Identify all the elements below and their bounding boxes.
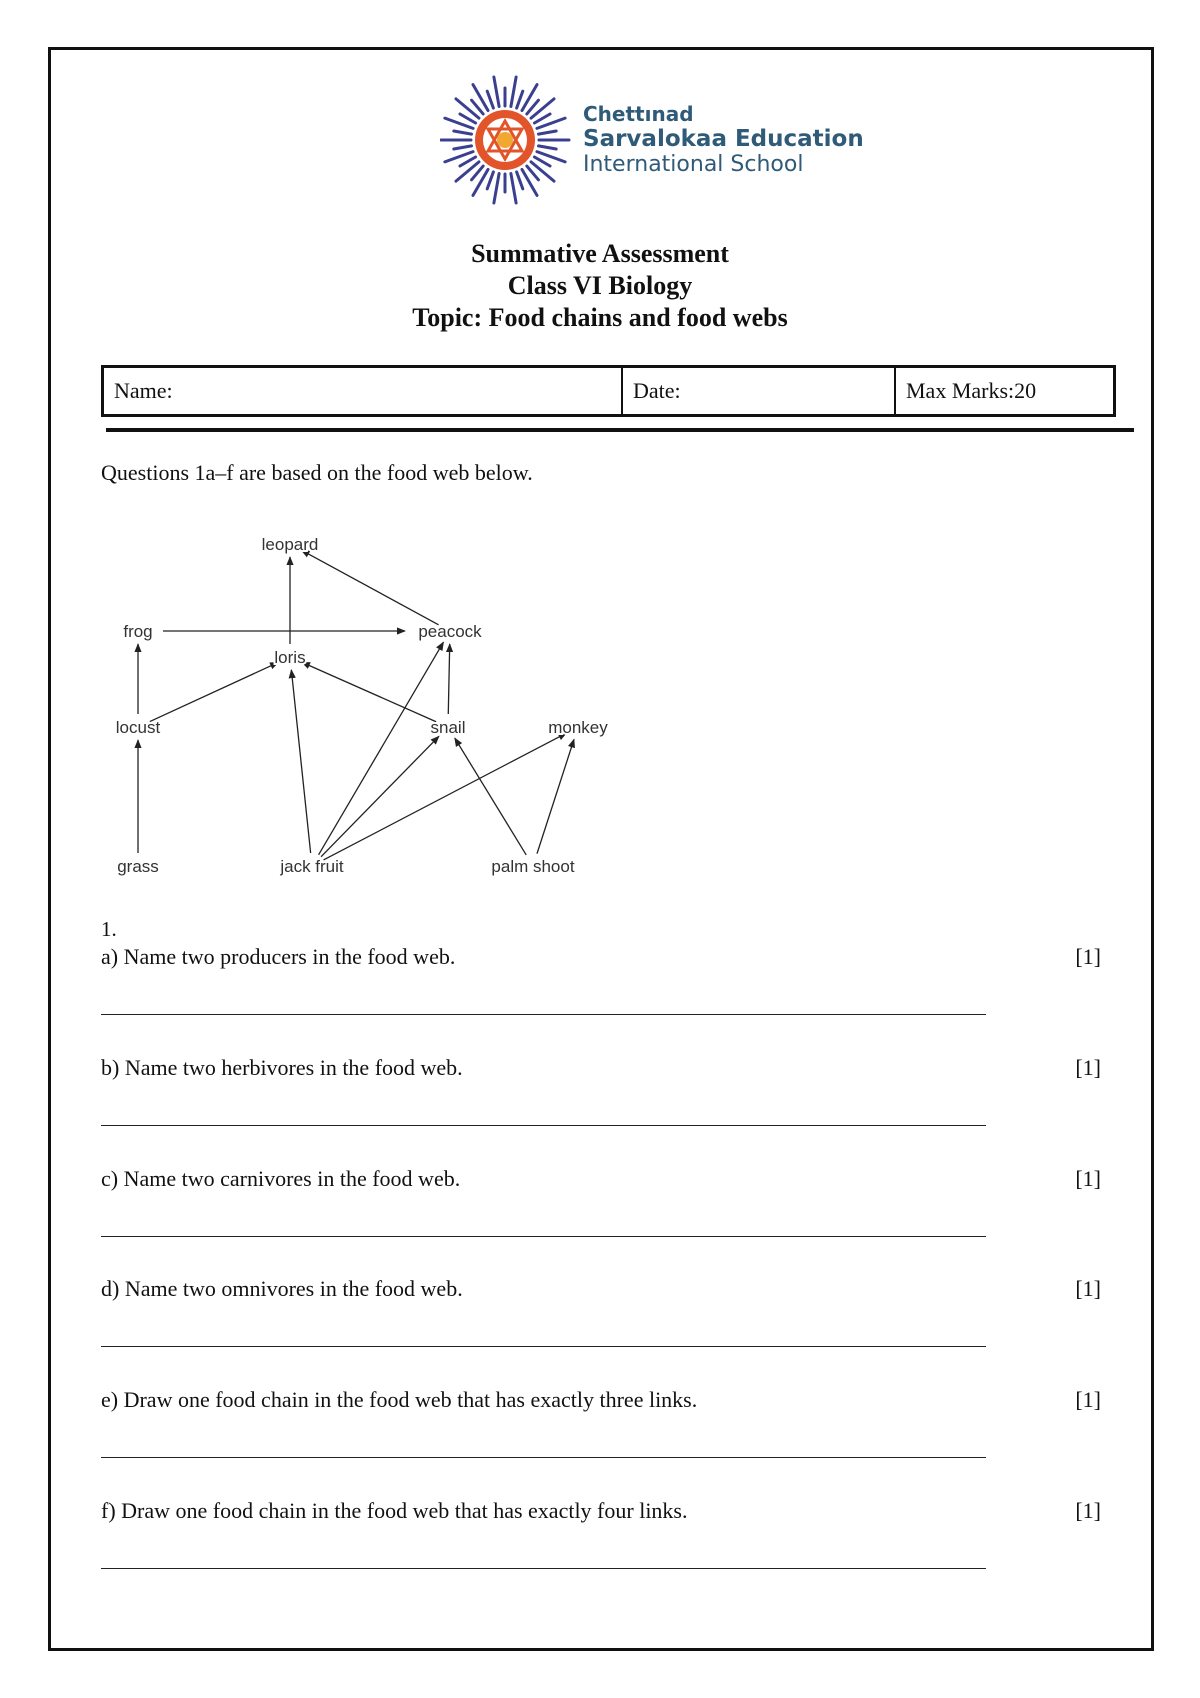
name-field[interactable]: Name:: [114, 378, 173, 403]
question-c: [101, 1166, 1101, 1192]
question-text: b) Name two herbivores in the food web.: [101, 1055, 463, 1080]
logo-ray: [494, 173, 499, 203]
food-web-node-loris: loris: [274, 648, 306, 667]
food-web-arrow-jackfruit-to-snail: [321, 736, 439, 856]
answer-line-e[interactable]: [101, 1457, 986, 1458]
school-name-line1: Chettınad: [583, 102, 694, 126]
header-divider: [106, 428, 1134, 432]
food-web-arrow-palmshoot-to-monkey: [537, 739, 574, 853]
question-marks: [1]: [1075, 1166, 1101, 1191]
logo-ray: [460, 114, 476, 123]
logo-ray: [511, 173, 516, 203]
food-web-node-peacock: peacock: [418, 622, 482, 641]
question-text: c) Name two carnivores in the food web.: [101, 1166, 461, 1191]
food-web-arrow-snail-to-peacock: [448, 644, 449, 714]
intro-text: Questions 1a–f are based on the food web below.: [101, 460, 533, 485]
logo-ray: [454, 131, 472, 134]
question-number: 1.: [101, 917, 117, 941]
food-web-arrow-peacock-to-leopard: [301, 550, 438, 625]
question-b: [101, 1055, 1101, 1081]
logo-ray: [538, 146, 556, 149]
food-web-diagram: [100, 530, 660, 890]
logo-ray: [517, 91, 523, 108]
question-f: [101, 1498, 1101, 1524]
assessment-title: Summative Assessment: [471, 239, 729, 268]
food-web-node-snail: snail: [430, 718, 466, 737]
question-text: f) Draw one food chain in the food web that has exactly four links.: [101, 1498, 688, 1523]
school-name-line3: International School: [583, 152, 804, 178]
answer-line-a[interactable]: [101, 1014, 986, 1015]
class-title: Class VI Biology: [507, 271, 693, 300]
food-web-node-grass: grass: [117, 857, 159, 876]
student-info-table: [101, 365, 1116, 417]
topic-title: Topic: Food chains and food webs: [412, 303, 788, 332]
question-marks: [1]: [1075, 944, 1101, 969]
food-web-node-jackfruit: jack fruit: [280, 857, 344, 876]
max-marks: Max Marks:20: [894, 368, 1113, 414]
food-web-node-palmshoot: palm shoot: [491, 857, 575, 876]
question-d: [101, 1276, 1101, 1302]
question-marks: [1]: [1075, 1276, 1101, 1301]
question-a: [101, 944, 1101, 970]
logo-ray: [487, 172, 493, 189]
logo-ray: [538, 131, 556, 134]
logo-ray: [487, 91, 493, 108]
header-titles: [0, 238, 1200, 334]
logo-ray: [534, 157, 550, 166]
school-name-line2: Sarvalokaa Education: [583, 126, 864, 152]
question-marks: [1]: [1075, 1498, 1101, 1523]
school-name: [583, 103, 864, 178]
logo-ray: [511, 77, 516, 107]
food-web-node-leopard: leopard: [261, 535, 319, 554]
answer-line-c[interactable]: [101, 1236, 986, 1237]
date-field[interactable]: Date:: [621, 368, 894, 414]
question-marks: [1]: [1075, 1055, 1101, 1080]
logo-ray: [517, 172, 523, 189]
food-web-arrow-snail-to-loris: [302, 662, 436, 721]
question-text: d) Name two omnivores in the food web.: [101, 1276, 463, 1301]
logo-ray: [460, 157, 476, 166]
question-e: [101, 1387, 1101, 1413]
food-web-arrow-jackfruit-to-loris: [291, 670, 310, 853]
food-web-node-frog: frog: [123, 622, 153, 641]
logo-ray: [454, 146, 472, 149]
food-web-node-locust: locust: [115, 718, 161, 737]
food-web-node-monkey: monkey: [548, 718, 608, 737]
question-text: e) Draw one food chain in the food web that has exactly three links.: [101, 1387, 698, 1412]
answer-line-b[interactable]: [101, 1125, 986, 1126]
food-web-arrow-locust-to-loris: [150, 662, 278, 721]
question-text: a) Name two producers in the food web.: [101, 944, 456, 969]
question-marks: [1]: [1075, 1387, 1101, 1412]
food-web-arrow-jackfruit-to-monkey: [324, 733, 567, 860]
answer-line-f[interactable]: [101, 1568, 986, 1569]
logo-ray: [534, 114, 550, 123]
logo-ray: [494, 77, 499, 107]
food-web-arrow-palmshoot-to-snail: [455, 738, 526, 855]
food-web-arrow-jackfruit-to-peacock: [319, 642, 444, 855]
answer-line-d[interactable]: [101, 1346, 986, 1347]
